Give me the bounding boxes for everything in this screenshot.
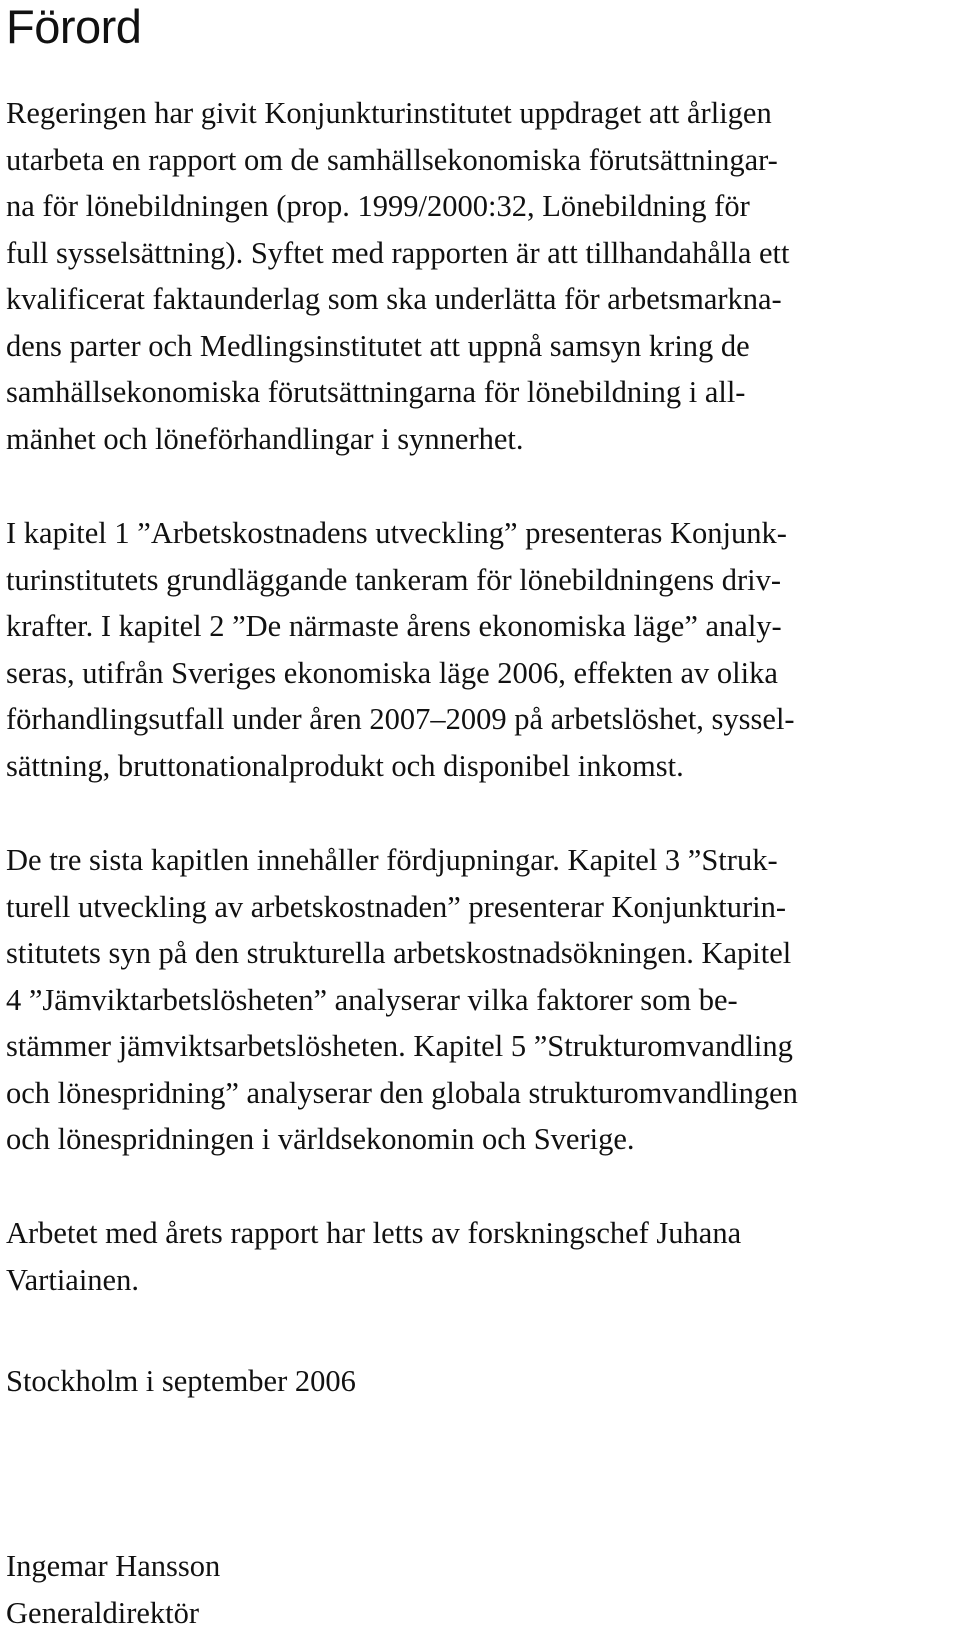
text-line: Stockholm i september 2006 — [6, 1358, 954, 1405]
text-line: sättning, bruttonationalprodukt och disponibel inkomst. — [6, 743, 954, 790]
text-line: stämmer jämviktsarbetslösheten. Kapitel 5 ”Strukturomvandling — [6, 1023, 954, 1070]
text-line: och lönespridning” analyserar den globala strukturomvandlingen — [6, 1070, 954, 1117]
text-line: kvalificerat faktaunderlag som ska underlätta för arbetsmarkna- — [6, 276, 954, 323]
text-line: krafter. I kapitel 2 ”De närmaste årens ekonomiska läge” analy- — [6, 603, 954, 650]
text-line: samhällsekonomiska förutsättningarna för lönebildning i all- — [6, 369, 954, 416]
text-line: na för lönebildningen (prop. 1999/2000:32, Lönebildning för — [6, 183, 954, 230]
text-line: Arbetet med årets rapport har letts av forskningschef Juhana — [6, 1210, 954, 1257]
text-line: stitutets syn på den strukturella arbetskostnadsökningen. Kapitel — [6, 930, 954, 977]
text-line: turinstitutets grundläggande tankeram för lönebildningens driv- — [6, 557, 954, 604]
text-line: och lönespridningen i världsekonomin och Sverige. — [6, 1116, 954, 1163]
paragraph-chapters-3-5 — [6, 837, 954, 1163]
text-line: förhandlingsutfall under åren 2007–2009 på arbetslöshet, syssel- — [6, 696, 954, 743]
text-line: mänhet och löneförhandlingar i synnerhet. — [6, 416, 954, 463]
text-line: De tre sista kapitlen innehåller fördjupningar. Kapitel 3 ”Struk- — [6, 837, 954, 884]
paragraph-intro — [6, 90, 954, 462]
paragraph-chapters-1-2 — [6, 510, 954, 789]
signature-block — [6, 1543, 954, 1636]
place-date — [6, 1358, 954, 1405]
page-title: Förord — [6, 0, 141, 54]
text-line: 4 ”Jämviktarbetslösheten” analyserar vilka faktorer som be- — [6, 977, 954, 1024]
text-line: full sysselsättning). Syftet med rapporten är att tillhandahålla ett — [6, 230, 954, 277]
text-line: utarbeta en rapport om de samhällsekonomiska förutsättningar- — [6, 137, 954, 184]
text-line: Vartiainen. — [6, 1257, 954, 1304]
signatory-name: Ingemar Hansson — [6, 1543, 954, 1590]
document-page — [6, 0, 954, 1633]
signatory-title: Generaldirektör — [6, 1590, 954, 1636]
text-line: dens parter och Medlingsinstitutet att uppnå samsyn kring de — [6, 323, 954, 370]
text-line: Regeringen har givit Konjunkturinstitutet uppdraget att årligen — [6, 90, 954, 137]
text-line: turell utveckling av arbetskostnaden” presenterar Konjunkturin- — [6, 884, 954, 931]
text-line: seras, utifrån Sveriges ekonomiska läge 2006, effekten av olika — [6, 650, 954, 697]
paragraph-acknowledgement — [6, 1210, 954, 1303]
text-line: I kapitel 1 ”Arbetskostnadens utveckling” presenteras Konjunk- — [6, 510, 954, 557]
